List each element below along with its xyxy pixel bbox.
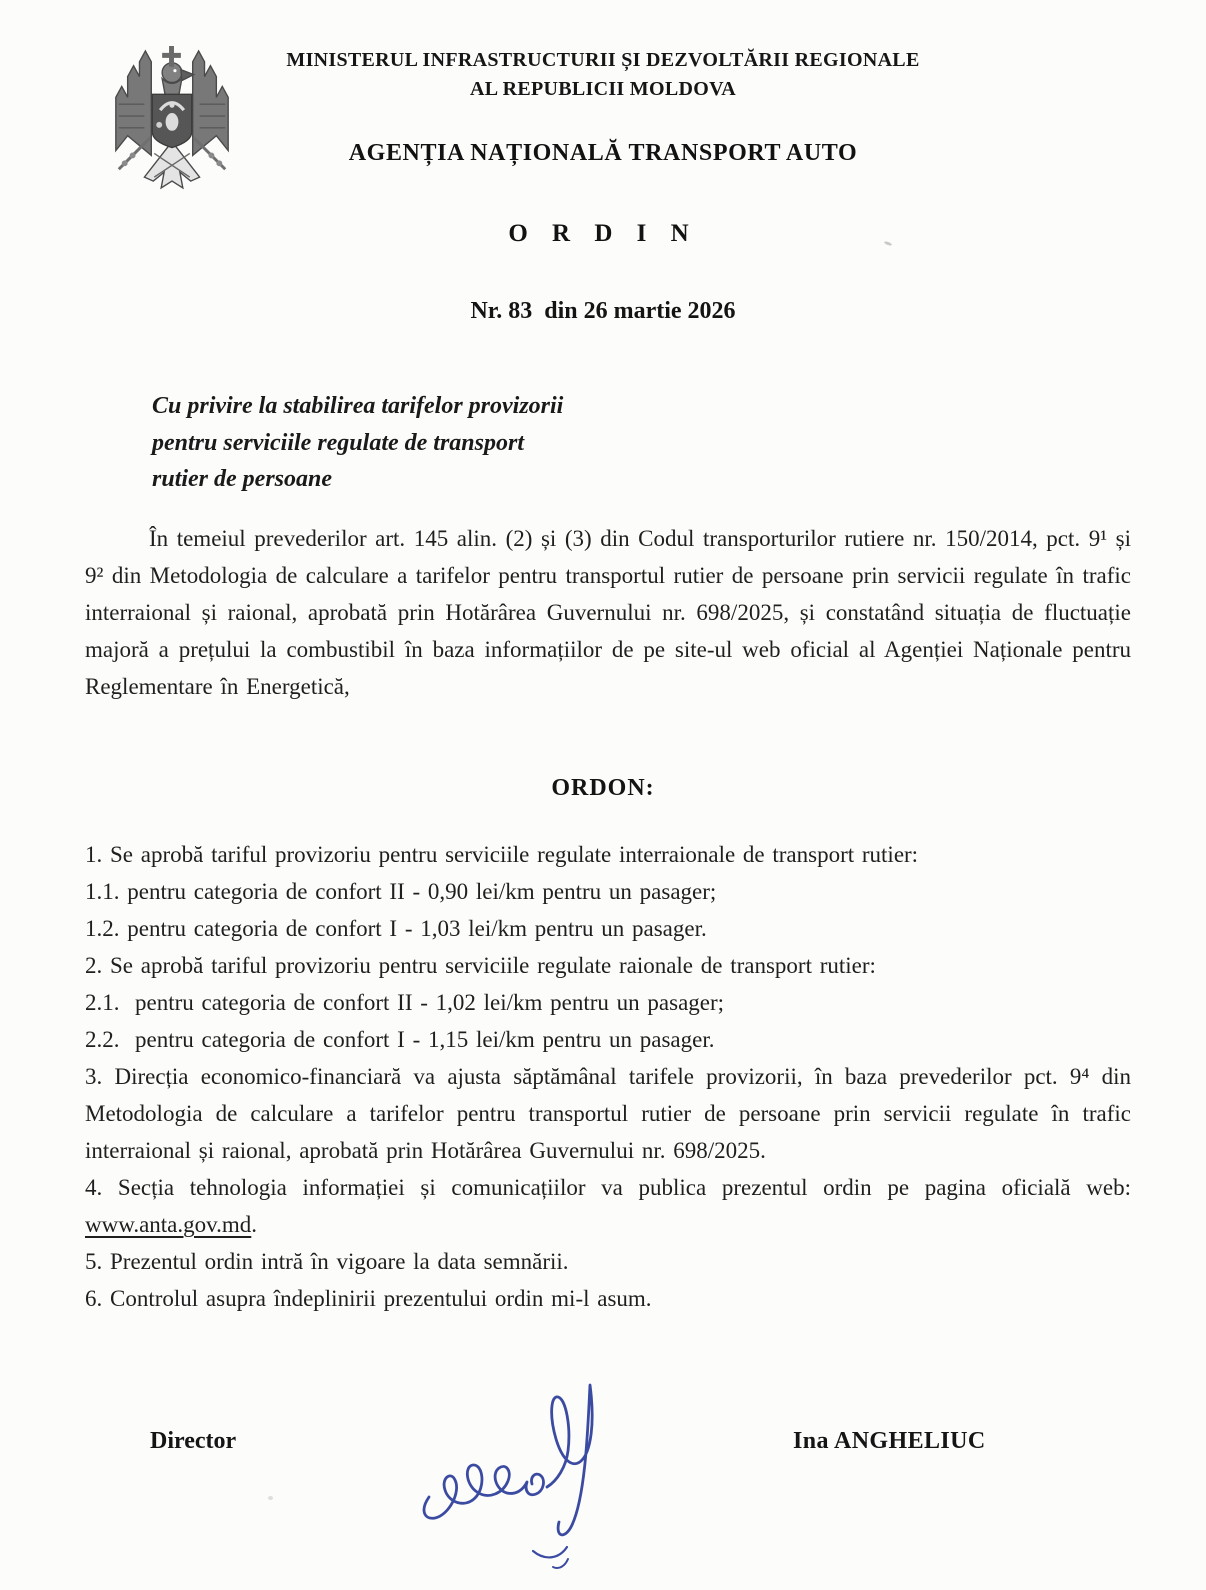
- scan-artifact: [268, 1496, 273, 1500]
- signer-name: Ina ANGHELIUC: [793, 1428, 986, 1454]
- order-item-4: [85, 1169, 1131, 1243]
- preamble-paragraph: În temeiul prevederilor art. 145 alin. (2) și (3) din Codul transporturilor rutiere nr. 150/2014, pct. 9¹ și 9² din Metodologia de calculare a tarifelor pentru transportul rutier de persoane prin servicii regulate în trafic interraional și raional, aprobată prin Hotărârea Guvernului nr. 698/2025, și constatând situația de fluctuație majoră a prețului la combustibil în baza informațiilor de pe site-ul web oficial al Agenției Naționale pentru Reglementare în Energetică,: [85, 526, 1131, 699]
- order-heading: O R D I N: [508, 220, 698, 247]
- letterhead: [0, 46, 1206, 167]
- signer-role-label: Director: [150, 1428, 237, 1454]
- order-item-2-1: 2.1. pentru categoria de confort II - 1,02 lei/km pentru un pasager;: [85, 990, 725, 1015]
- order-item-3: 3. Direcția economico-financiară va ajusta săptămânal tarifele provizorii, în baza prevederilor pct. 9⁴ din Metodologia de calculare a tarifelor pentru transportul rutier de persoane prin servicii regulate în trafic interraional și raional, aprobată prin Hotărârea Guvernului nr. 698/2025.: [85, 1064, 1131, 1163]
- order-item-2-2: 2.2. pentru categoria de confort I - 1,15 lei/km pentru un pasager.: [85, 1027, 715, 1052]
- subject-line-3: rutier de persoane: [152, 466, 332, 492]
- subject-line-2: pentru serviciile regulate de transport: [152, 429, 524, 456]
- handwritten-signature: [405, 1345, 655, 1580]
- order-item-2: 2. Se aprobă tariful provizoriu pentru serviciile regulate raionale de transport rutier:: [85, 953, 876, 978]
- order-subject: [152, 388, 712, 498]
- order-items: [85, 836, 1131, 1317]
- ordon-heading: ORDON:: [551, 775, 655, 801]
- order-item-6: 6. Controlul asupra îndeplinirii prezentului ordin mi-l asum.: [85, 1286, 652, 1311]
- order-item-4-suffix: .: [251, 1212, 258, 1237]
- order-item-1-2: 1.2. pentru categoria de confort I - 1,03 lei/km pentru un pasager.: [85, 916, 707, 941]
- order-item-1-1: 1.1. pentru categoria de confort II - 0,90 lei/km pentru un pasager;: [85, 879, 717, 904]
- order-item-1: 1. Se aprobă tariful provizoriu pentru serviciile regulate interraionale de transport rutier:: [85, 842, 919, 867]
- order-item-4-prefix: 4. Secția tehnologia informației și comunicațiilor va publica prezentul ordin pe pagina oficială web:: [85, 1175, 1131, 1200]
- order-number-line: Nr. 83 din 26 martie 2026: [470, 298, 736, 324]
- order-item-5: 5. Prezentul ordin intră în vigoare la data semnării.: [85, 1249, 569, 1274]
- ministry-name-line2: AL REPUBLICII MOLDOVA: [470, 78, 736, 100]
- subject-line-1: Cu privire la stabilirea tarifelor provizorii: [152, 393, 564, 419]
- ministry-name-line1: MINISTERUL INFRASTRUCTURII ȘI DEZVOLTĂRII REGIONALE: [286, 49, 920, 71]
- anta-website-link: www.anta.gov.md: [85, 1212, 252, 1237]
- agency-name: AGENȚIA NAȚIONALĂ TRANSPORT AUTO: [348, 140, 858, 166]
